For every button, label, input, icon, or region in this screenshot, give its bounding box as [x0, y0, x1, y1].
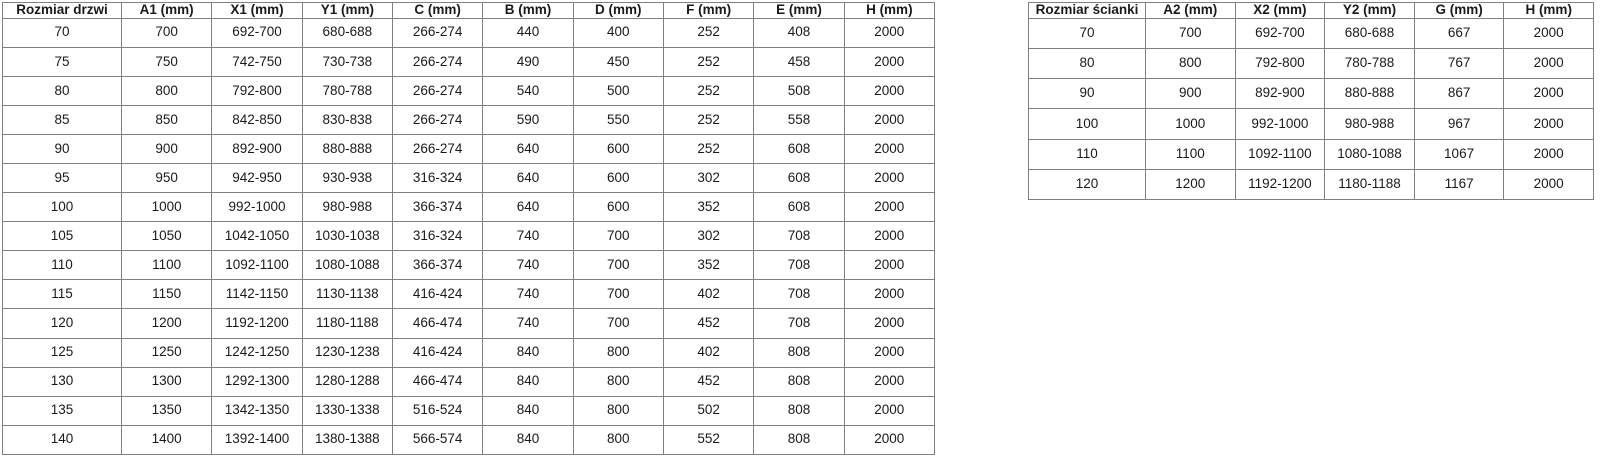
table-cell: 992-1000: [1235, 109, 1325, 139]
table-cell: 416-424: [392, 338, 482, 367]
table-cell: 516-524: [392, 396, 482, 425]
table-cell: 75: [3, 47, 122, 76]
table-cell: 2000: [844, 76, 934, 105]
table-cell: 2000: [844, 106, 934, 135]
table-cell: 400: [573, 18, 663, 47]
table-cell: 700: [1146, 18, 1236, 48]
table-cell: 1192-1200: [1235, 169, 1325, 199]
table-cell: 440: [483, 18, 573, 47]
table-cell: 730-738: [302, 47, 392, 76]
table-cell: 1230-1238: [302, 338, 392, 367]
column-header: X1 (mm): [212, 3, 302, 19]
table-cell: 2000: [844, 425, 934, 454]
column-header: Rozmiar drzwi: [3, 3, 122, 19]
table-cell: 830-838: [302, 106, 392, 135]
table-cell: 552: [663, 425, 753, 454]
table-cell: 692-700: [212, 18, 302, 47]
table-cell: 700: [573, 222, 663, 251]
column-header: H (mm): [844, 3, 934, 19]
table-cell: 930-938: [302, 164, 392, 193]
table-cell: 892-900: [1235, 79, 1325, 109]
table-cell: 1000: [1146, 109, 1236, 139]
table-cell: 600: [573, 135, 663, 164]
table-cell: 700: [122, 18, 212, 47]
table-cell: 640: [483, 135, 573, 164]
table-row: [3, 396, 935, 425]
table-cell: 740: [483, 309, 573, 338]
table-cell: 2000: [1504, 18, 1594, 48]
table-row: [3, 47, 935, 76]
table-cell: 352: [663, 193, 753, 222]
table-cell: 1130-1138: [302, 280, 392, 309]
table-cell: 600: [573, 164, 663, 193]
table-cell: 840: [483, 425, 573, 454]
table-cell: 680-688: [1325, 18, 1415, 48]
table-cell: 2000: [844, 47, 934, 76]
table-cell: 2000: [844, 135, 934, 164]
table-row: [1029, 169, 1594, 199]
table-cell: 1080-1088: [302, 251, 392, 280]
door-sizes-table: [2, 2, 935, 455]
table-cell: 1280-1288: [302, 367, 392, 396]
table-cell: 608: [754, 135, 844, 164]
table-cell: 1092-1100: [212, 251, 302, 280]
table-cell: 1142-1150: [212, 280, 302, 309]
table-row: [3, 193, 935, 222]
table-row: [3, 222, 935, 251]
table-cell: 95: [3, 164, 122, 193]
table-cell: 1180-1188: [302, 309, 392, 338]
table-cell: 808: [754, 338, 844, 367]
table-cell: 416-424: [392, 280, 482, 309]
table-cell: 1042-1050: [212, 222, 302, 251]
table-cell: 867: [1414, 79, 1504, 109]
table-cell: 266-274: [392, 18, 482, 47]
table-row: [3, 106, 935, 135]
table-cell: 110: [1029, 139, 1146, 169]
table-cell: 980-988: [302, 193, 392, 222]
table-cell: 1167: [1414, 169, 1504, 199]
column-header: X2 (mm): [1235, 3, 1325, 19]
table-row: [3, 251, 935, 280]
table-cell: 780-788: [1325, 49, 1415, 79]
table-cell: 608: [754, 193, 844, 222]
table-row: [1029, 49, 1594, 79]
table-cell: 550: [573, 106, 663, 135]
table-cell: 850: [122, 106, 212, 135]
table-cell: 452: [663, 309, 753, 338]
table-cell: 402: [663, 280, 753, 309]
table-cell: 2000: [844, 251, 934, 280]
table-cell: 600: [573, 193, 663, 222]
table-cell: 90: [1029, 79, 1146, 109]
table-cell: 90: [3, 135, 122, 164]
table-cell: 70: [1029, 18, 1146, 48]
table-cell: 740: [483, 251, 573, 280]
table-row: [3, 367, 935, 396]
table-cell: 742-750: [212, 47, 302, 76]
table-cell: 667: [1414, 18, 1504, 48]
table-cell: 2000: [1504, 79, 1594, 109]
table-cell: 2000: [844, 309, 934, 338]
table-cell: 252: [663, 106, 753, 135]
table-cell: 566-574: [392, 425, 482, 454]
table-cell: 1250: [122, 338, 212, 367]
table-cell: 100: [3, 193, 122, 222]
table-cell: 840: [483, 338, 573, 367]
table-cell: 366-374: [392, 193, 482, 222]
table-cell: 120: [3, 309, 122, 338]
column-header: H (mm): [1504, 3, 1594, 19]
table-cell: 767: [1414, 49, 1504, 79]
table-cell: 452: [663, 367, 753, 396]
table-cell: 2000: [844, 338, 934, 367]
table-cell: 458: [754, 47, 844, 76]
table-cell: 1380-1388: [302, 425, 392, 454]
table-cell: 800: [1146, 49, 1236, 79]
table-cell: 540: [483, 76, 573, 105]
table-cell: 708: [754, 251, 844, 280]
table-cell: 2000: [1504, 109, 1594, 139]
table-cell: 2000: [1504, 49, 1594, 79]
table-cell: 792-800: [212, 76, 302, 105]
table-cell: 1100: [122, 251, 212, 280]
table-cell: 708: [754, 280, 844, 309]
table-cell: 140: [3, 425, 122, 454]
table-cell: 992-1000: [212, 193, 302, 222]
table-cell: 266-274: [392, 76, 482, 105]
table-cell: 608: [754, 164, 844, 193]
table-cell: 366-374: [392, 251, 482, 280]
table-cell: 800: [122, 76, 212, 105]
table-cell: 880-888: [1325, 79, 1415, 109]
column-header: G (mm): [1414, 3, 1504, 19]
table-cell: 2000: [1504, 139, 1594, 169]
column-header: Y2 (mm): [1325, 3, 1415, 19]
table-cell: 252: [663, 47, 753, 76]
table-cell: 1392-1400: [212, 425, 302, 454]
table-cell: 135: [3, 396, 122, 425]
table-cell: 892-900: [212, 135, 302, 164]
table-cell: 840: [483, 396, 573, 425]
table-cell: 252: [663, 135, 753, 164]
table-row: [1029, 109, 1594, 139]
column-header: Rozmiar ścianki: [1029, 3, 1146, 19]
table-cell: 640: [483, 193, 573, 222]
table-cell: 708: [754, 222, 844, 251]
table-row: [3, 135, 935, 164]
table-cell: 130: [3, 367, 122, 396]
table-cell: 1200: [122, 309, 212, 338]
table-cell: 950: [122, 164, 212, 193]
table-row: [3, 338, 935, 367]
table-cell: 792-800: [1235, 49, 1325, 79]
table-cell: 558: [754, 106, 844, 135]
table-cell: 680-688: [302, 18, 392, 47]
table-cell: 1150: [122, 280, 212, 309]
table-cell: 942-950: [212, 164, 302, 193]
table-cell: 85: [3, 106, 122, 135]
table-cell: 700: [573, 251, 663, 280]
table-cell: 1192-1200: [212, 309, 302, 338]
table-cell: 2000: [844, 280, 934, 309]
table-cell: 1242-1250: [212, 338, 302, 367]
table-cell: 1330-1338: [302, 396, 392, 425]
table-row: [3, 164, 935, 193]
table-cell: 125: [3, 338, 122, 367]
table-row: [3, 280, 935, 309]
table-cell: 842-850: [212, 106, 302, 135]
table-cell: 640: [483, 164, 573, 193]
table-cell: 692-700: [1235, 18, 1325, 48]
table-row: [1029, 79, 1594, 109]
table-cell: 80: [1029, 49, 1146, 79]
table-cell: 590: [483, 106, 573, 135]
table-cell: 1100: [1146, 139, 1236, 169]
table-row: [1029, 139, 1594, 169]
table-cell: 508: [754, 76, 844, 105]
table-cell: 1080-1088: [1325, 139, 1415, 169]
table-cell: 808: [754, 396, 844, 425]
header-row: [1029, 3, 1594, 19]
table-cell: 100: [1029, 109, 1146, 139]
table-cell: 80: [3, 76, 122, 105]
table-cell: 302: [663, 164, 753, 193]
table-cell: 490: [483, 47, 573, 76]
table-row: [1029, 18, 1594, 48]
table-cell: 266-274: [392, 106, 482, 135]
table-cell: 2000: [844, 18, 934, 47]
table-cell: 1292-1300: [212, 367, 302, 396]
column-header: B (mm): [483, 3, 573, 19]
table-cell: 980-988: [1325, 109, 1415, 139]
table-cell: 502: [663, 396, 753, 425]
table-cell: 1200: [1146, 169, 1236, 199]
table-cell: 740: [483, 280, 573, 309]
column-header: F (mm): [663, 3, 753, 19]
table-cell: 750: [122, 47, 212, 76]
column-header: A1 (mm): [122, 3, 212, 19]
wall-panel-sizes-table: [1028, 2, 1594, 200]
table-cell: 700: [573, 280, 663, 309]
table-cell: 2000: [1504, 169, 1594, 199]
table-cell: 105: [3, 222, 122, 251]
table-cell: 1000: [122, 193, 212, 222]
table-cell: 2000: [844, 193, 934, 222]
table-cell: 1180-1188: [1325, 169, 1415, 199]
column-header: D (mm): [573, 3, 663, 19]
table-cell: 800: [573, 425, 663, 454]
table-cell: 316-324: [392, 164, 482, 193]
table-row: [3, 18, 935, 47]
table-cell: 808: [754, 367, 844, 396]
table-cell: 840: [483, 367, 573, 396]
table-cell: 1092-1100: [1235, 139, 1325, 169]
table-cell: 316-324: [392, 222, 482, 251]
table-cell: 700: [573, 309, 663, 338]
table-cell: 800: [573, 367, 663, 396]
table-cell: 967: [1414, 109, 1504, 139]
table-cell: 2000: [844, 222, 934, 251]
table-cell: 120: [1029, 169, 1146, 199]
table-cell: 2000: [844, 164, 934, 193]
table-cell: 880-888: [302, 135, 392, 164]
table-cell: 808: [754, 425, 844, 454]
table-cell: 266-274: [392, 135, 482, 164]
table-cell: 266-274: [392, 47, 482, 76]
table-cell: 2000: [844, 396, 934, 425]
column-header: E (mm): [754, 3, 844, 19]
table-cell: 900: [122, 135, 212, 164]
table-cell: 1342-1350: [212, 396, 302, 425]
table-row: [3, 76, 935, 105]
table-cell: 800: [573, 396, 663, 425]
table-cell: 708: [754, 309, 844, 338]
table-row: [3, 425, 935, 454]
table-cell: 466-474: [392, 309, 482, 338]
column-header: Y1 (mm): [302, 3, 392, 19]
table-cell: 252: [663, 76, 753, 105]
table-cell: 740: [483, 222, 573, 251]
table-cell: 780-788: [302, 76, 392, 105]
table-cell: 115: [3, 280, 122, 309]
table-cell: 800: [573, 338, 663, 367]
table-cell: 110: [3, 251, 122, 280]
table-cell: 1300: [122, 367, 212, 396]
table-cell: 408: [754, 18, 844, 47]
table-cell: 1067: [1414, 139, 1504, 169]
column-header: A2 (mm): [1146, 3, 1236, 19]
table-cell: 352: [663, 251, 753, 280]
table-cell: 500: [573, 76, 663, 105]
table-cell: 402: [663, 338, 753, 367]
table-cell: 2000: [844, 367, 934, 396]
table-row: [3, 309, 935, 338]
table-cell: 900: [1146, 79, 1236, 109]
header-row: [3, 3, 935, 19]
table-cell: 70: [3, 18, 122, 47]
table-cell: 302: [663, 222, 753, 251]
table-cell: 1400: [122, 425, 212, 454]
table-cell: 1350: [122, 396, 212, 425]
table-cell: 466-474: [392, 367, 482, 396]
column-header: C (mm): [392, 3, 482, 19]
table-cell: 450: [573, 47, 663, 76]
table-cell: 1050: [122, 222, 212, 251]
table-cell: 252: [663, 18, 753, 47]
table-cell: 1030-1038: [302, 222, 392, 251]
